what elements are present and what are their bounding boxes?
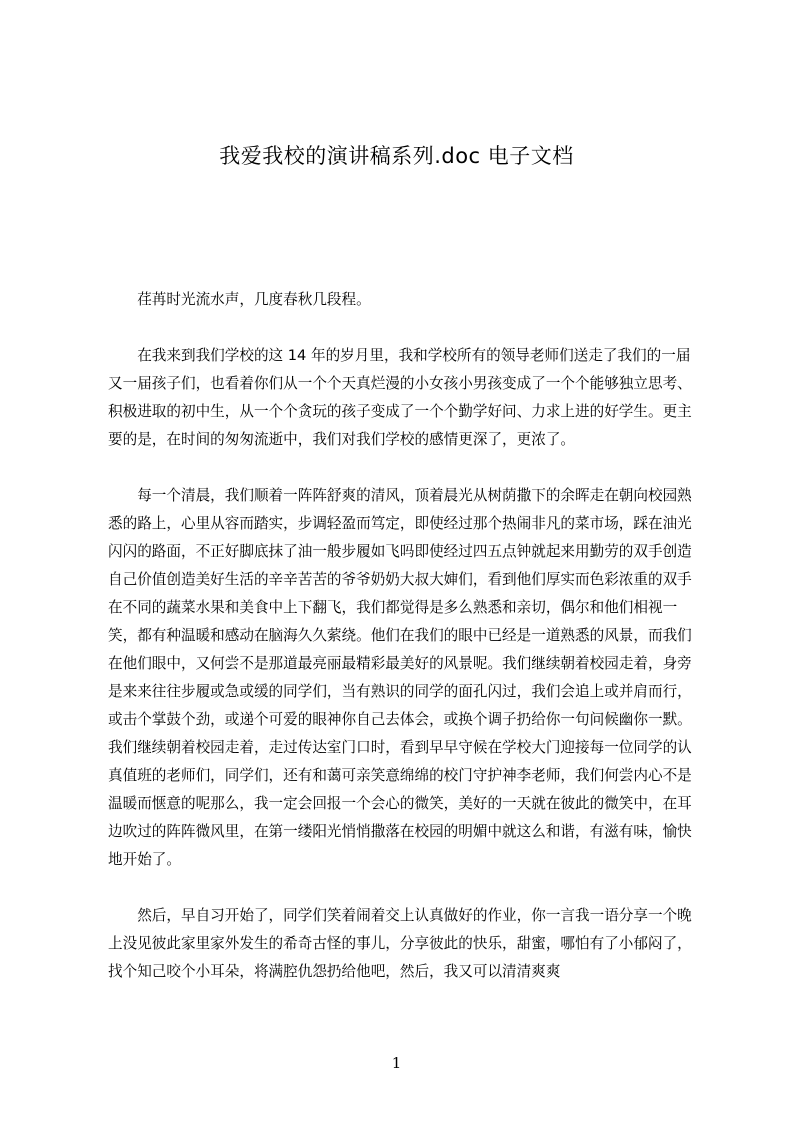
paragraph-opening-line: 荏苒时光流水声，几度春秋几段程。: [137, 291, 371, 308]
document-body: [108, 286, 700, 1014]
paragraph-morning-study: 然后，早自习开始了，同学们笑着闹着交上认真做好的作业，你一言我一语分享一个晚上没见彼此家里家外发生的希奇古怪的事儿，分享彼此的快乐，甜蜜，哪怕有了小郁闷了，找个知己咬个小耳朵，将满腔仇怨扔给他吧，然后，我又可以清清爽爽: [108, 907, 692, 980]
page-number: 1: [391, 1054, 402, 1072]
document-title: 我爱我校的演讲稿系列.doc 电子文档: [219, 144, 574, 168]
paragraph-morning-walk: 每一个清晨，我们顺着一阵阵舒爽的清风，顶着晨光从树荫撒下的余晖走在朝向校园熟悉的路上，心里从容而踏实，步调轻盈而笃定，即使经过那个热闹非凡的菜市场，踩在油光闪闪的路面，不正好脚底抹了油一般步履如飞吗即使经过四五点钟就起来用勤劳的双手创造自己价值创造美好生活的辛辛苦苦的爷爷奶奶大叔大婶们，看到他们厚实而色彩浓重的双手在不同的蔬菜水果和美食中上下翻飞，我们都觉得是多么熟悉和亲切，偶尔和他们相视一笑，都有种温暖和感动在脑海久久萦绕。他们在我们的眼中已经是一道熟悉的风景，而我们在他们眼中，又何尝不是那道最亮丽最精彩最美好的风景呢。我们继续朝着校园走着，身旁是来来往往步履或急或缓的同学们，当有熟识的同学的面孔闪过，我们会追上或并肩而行，或击个掌鼓个劲，或递个可爱的眼神你自己去体会，或换个调子扔给你一句问候幽你一默。我们继续朝着校园走着，走过传达室门口时，看到早早守候在学校大门迎接每一位同学的认真值班的老师们，同学们，还有和蔼可亲笑意绵绵的校门守护神李老师，我们何尝内心不是温暖而惬意的呢那么，我一定会回报一个会心的微笑，美好的一天就在彼此的微笑中，在耳边吹过的阵阵微风里，在第一缕阳光悄悄撒落在校园的明媚中就这么和谐，有滋有味，愉快地开始了。: [108, 487, 692, 868]
paragraph-school-years: 在我来到我们学校的这 14 年的岁月里，我和学校所有的领导老师们送走了我们的一届又一届孩子们，也看着你们从一个个天真烂漫的小女孩小男孩变成了一个个能够独立思考、积极进取的初中生，从一个个贪玩的孩子变成了一个个勤学好问、力求上进的好学生。更主要的是，在时间的匆匆流逝中，我们对我们学校的感情更深了，更浓了。: [108, 347, 692, 448]
